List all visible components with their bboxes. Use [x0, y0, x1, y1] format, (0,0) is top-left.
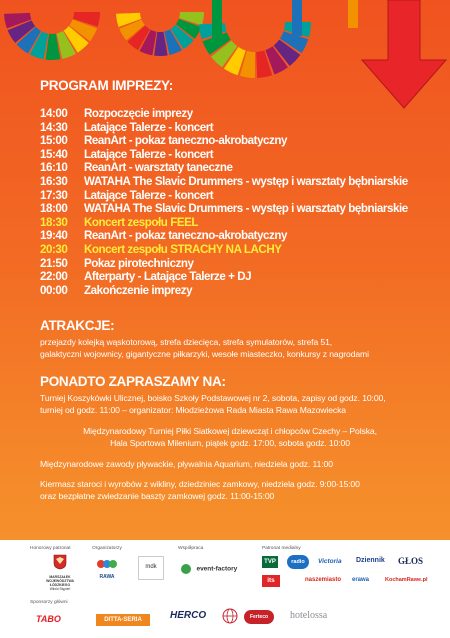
extra-paragraph — [40, 478, 420, 503]
victoria-logo: Victoria — [318, 558, 342, 565]
program-item-time: 22:00 — [40, 270, 68, 284]
program-item — [40, 243, 408, 257]
glos-logo: GŁOS — [398, 556, 424, 566]
marshal-logo — [38, 554, 82, 591]
kochamrawe-logo: KochamRawe.pl — [385, 577, 428, 583]
program-item — [40, 257, 408, 271]
program-item — [40, 202, 408, 216]
attractions-text — [40, 336, 420, 361]
marshal-line2: WOJEWÓDZTWA ŁÓDZKIEGO — [46, 579, 74, 587]
program-item-text: WATAHA The Slavic Drummers - występ i warsztaty bębniarskie — [84, 174, 408, 188]
coat-of-arms-icon — [53, 554, 67, 570]
program-item — [40, 107, 408, 121]
program-item-time: 14:00 — [40, 107, 68, 120]
media-caption: Patronat medialny — [262, 546, 301, 551]
program-item-time: 14:30 — [40, 120, 68, 134]
cooperation-caption: Współpraca — [178, 546, 204, 551]
mdk-logo — [138, 556, 164, 580]
extra-line: Kiermasz staroci i wyrobów z wikliny, dziedziniec zamkowy, niedziela godz. 9:00-15:00 — [40, 479, 360, 490]
program-item — [40, 175, 408, 189]
ferteco-globe-icon — [222, 608, 238, 629]
tabo-logo: TABO — [36, 614, 61, 624]
program-item-text: ReanArt - warsztaty taneczne — [84, 161, 233, 175]
attractions-section — [40, 318, 420, 361]
event-factory-text: event-factory — [196, 565, 238, 573]
ditta-seria-logo: DITTA-SERIA — [96, 614, 150, 626]
marshal-line3: Witold Stępień — [49, 587, 71, 591]
program-item — [40, 161, 408, 175]
program-item — [40, 189, 408, 203]
program-item-time: 18:00 — [40, 202, 68, 216]
extra-title: PONADTO ZAPRASZAMY NA: — [40, 374, 226, 389]
patronage-caption: Honorowy patronat — [30, 546, 71, 551]
program-item-text: Latające Talerze - koncert — [84, 147, 214, 161]
attractions-title: ATRAKCJE: — [40, 318, 115, 333]
event-factory-icon — [180, 563, 192, 575]
naszemiasto-logo: naszemiasto — [305, 577, 342, 583]
program-section — [40, 78, 408, 297]
rawa-logo — [92, 556, 122, 580]
program-item — [40, 148, 408, 162]
program-item-time: 18:30 — [40, 215, 68, 229]
program-item-time: 20:30 — [40, 242, 68, 256]
herco-logo: HERCO — [170, 610, 207, 621]
middle-color-ring — [116, 12, 204, 56]
sponsors-footer — [0, 540, 450, 638]
sponsors-caption: Sponsorzy główni — [30, 600, 68, 605]
color-bar — [348, 0, 358, 28]
extra-paragraph — [40, 458, 420, 470]
rawa-emblem-icon — [96, 559, 118, 569]
attractions-line: galaktyczni wojownicy, gigantyczne piłkarzyki, wesołe miasteczko, konkursy z nagrodami — [40, 349, 369, 360]
program-item-text: ReanArt - pokaz taneczno-akrobatyczny — [84, 134, 288, 148]
program-item-time: 19:40 — [40, 229, 68, 243]
extra-line: Turniej Koszykówki Ulicznej, boisko Szkoły Podstawowej nr 2, sobota, zapisy od godz. 10:00, — [40, 393, 386, 403]
program-item-text: Latające Talerze - koncert — [84, 120, 214, 134]
ferteco-logo: Ferteco — [244, 610, 274, 624]
program-item-text: Koncert zespołu STRACHY NA LACHY — [84, 242, 282, 256]
program-item-time: 15:00 — [40, 134, 68, 148]
organizers-caption: Organizatorzy — [92, 546, 122, 551]
program-item-time: 00:00 — [40, 283, 68, 297]
its-logo: its — [262, 575, 280, 587]
extra-section — [40, 374, 420, 511]
program-item — [40, 121, 408, 135]
program-item-text: Zakończenie imprezy — [84, 283, 193, 297]
program-item-text: Latające Talerze - koncert — [84, 188, 214, 202]
program-item — [40, 134, 408, 148]
program-item — [40, 216, 408, 230]
tvp-logo: TVP — [262, 556, 278, 568]
extra-line: Międzynarodowe zawody pływackie, pływalnia Aquarium, niedziela godz. 11:00 — [40, 458, 333, 469]
program-item — [40, 229, 408, 243]
program-item-text: Rozpoczęcie imprezy — [84, 107, 193, 120]
extra-line: turniej od godz. 11:00 – organizator: Młodzieżowa Rada Miasta Rawa Mazowiecka — [40, 405, 346, 416]
extra-paragraph — [40, 392, 420, 417]
mdk-logo-text: mdk — [145, 564, 157, 570]
hotel-ossa-logo: hotelossa — [290, 610, 328, 621]
program-item-time: 16:10 — [40, 161, 68, 175]
radio-logo: radio — [287, 555, 309, 569]
event-factory-logo — [180, 560, 244, 574]
program-item-text: ReanArt - pokaz taneczno-akrobatyczny — [84, 229, 288, 243]
program-item-text: WATAHA The Slavic Drummers - występ i warsztaty bębniarskie — [84, 202, 408, 216]
extra-line: oraz bezpłatne zwiedzanie baszty zamkowej godz. 11:00-15:00 — [40, 491, 275, 502]
program-item-time: 17:30 — [40, 188, 68, 202]
program-item-text: Pokaz pirotechniczny — [84, 256, 194, 270]
extra-paragraph — [40, 425, 420, 450]
program-item-time: 16:30 — [40, 174, 68, 188]
program-item — [40, 284, 408, 298]
extra-line: Międzynarodowy Turniej Piłki Siatkowej dziewcząt i chłopców Czechy – Polska, — [83, 425, 377, 436]
left-color-ring — [4, 12, 100, 60]
program-title: PROGRAM IMPREZY: — [40, 78, 173, 93]
program-item-time: 15:40 — [40, 147, 68, 161]
color-bar — [212, 0, 222, 40]
rawa-logo-text: RAWA — [99, 574, 115, 580]
color-bar — [292, 0, 302, 36]
program-list — [40, 107, 408, 297]
program-item-text: Afterparty - Latające Talerze + DJ — [84, 270, 252, 284]
marshal-line1: MARSZAŁEK — [49, 575, 71, 579]
program-item-text: Koncert zespołu FEEL — [84, 215, 199, 229]
extra-text — [40, 392, 420, 503]
program-item-time: 21:50 — [40, 256, 68, 270]
program-item — [40, 270, 408, 284]
erawa-logo: erawa — [352, 577, 370, 583]
dziennik-logo: Dziennik — [356, 557, 385, 564]
extra-line: Hala Sportowa Milenium, piątek godz. 17:00, sobota godz. 10:00 — [110, 438, 350, 449]
attractions-line: przejazdy kolejką wąskotorową, strefa dziecięca, strefa symulatorów, strefa 51, — [40, 337, 333, 347]
